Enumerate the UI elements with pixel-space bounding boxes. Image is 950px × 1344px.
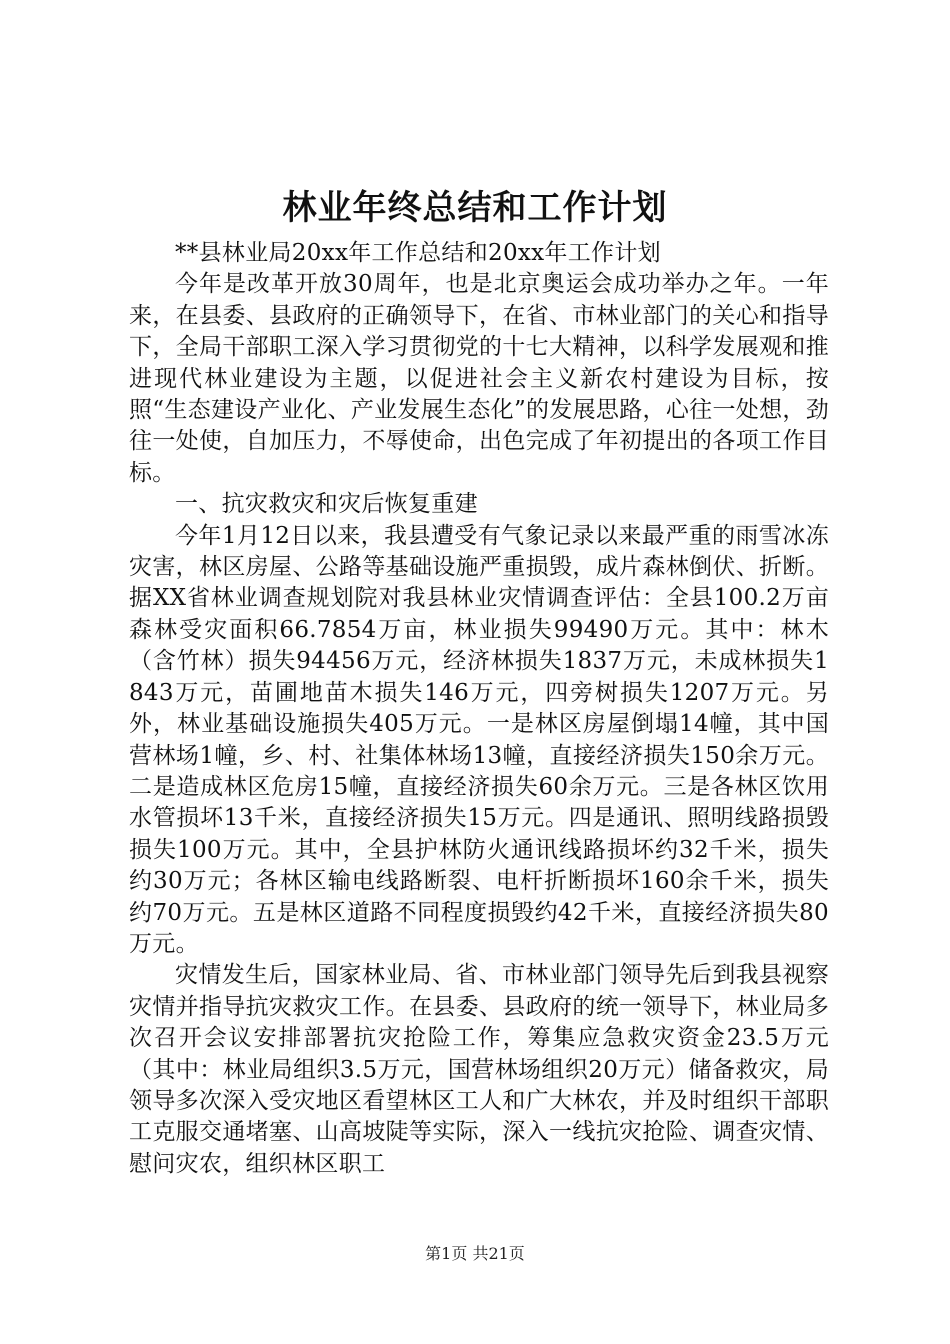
disaster-loss-paragraph: 今年1月12日以来，我县遭受有气象记录以来最严重的雨雪冰冻灾害，林区房屋、公路等基础设施严重损毁，成片森林倒伏、折断。据XX省林业调查规划院对我县林业灾情调查评估：全县100.2万亩森林受灾面积66.7854万亩，林业损失99490万元。其中：林木（含竹林）损失94456万元，经济林损失1837万元，未成林损失1843万元，苗圃地苗木损失146万元，四旁树损失1207万元。另外，林业基础设施损失405万元。一是林区房屋倒塌14幢，其中国营林场1幢，乡、村、社集体林场13幢，直接经济损失150余万元。二是造成林区危房15幢，直接经济损失60余万元。三是各林区饮用水管损坏13千米，直接经济损失15万元。四是通讯、照明线路损毁损失100万元。其中，全县护林防火通讯线路损坏约32千米，损失约30万元；各林区输电线路断裂、电杆折断损坏160余千米，损失约70万元。五是林区道路不同程度损毁约42千米，直接经济损失80万元。 <box>129 522 829 957</box>
document-title: 林业年终总结和工作计划 <box>282 188 668 228</box>
page-footer: 第1页 共21页 <box>425 1244 525 1263</box>
relief-work-paragraph: 灾情发生后，国家林业局、省、市林业部门领导先后到我县视察灾情并指导抗灾救灾工作。在县委、县政府的统一领导下，林业局多次召开会议安排部署抗灾抢险工作，筹集应急救灾资金23.5万元（其中：林业局组织3.5万元，国营林场组织20万元）储备救灾，局领导多次深入受灾地区看望林区工人和广大林农，并及时组织干部职工克服交通堵塞、山高坡陡等实际，深入一线抗灾抢险、调查灾情、慰问灾农，组织林区职工 <box>129 962 829 1177</box>
document-body <box>129 238 829 1180</box>
report-subtitle: **县林业局20xx年工作总结和20xx年工作计划 <box>175 240 661 266</box>
intro-paragraph: 今年是改革开放30周年，也是北京奥运会成功举办之年。一年来，在县委、县政府的正确领导下，在省、市林业部门的关心和指导下，全局干部职工深入学习贯彻党的十七大精神，以科学发展观和推进现代林业建设为主题，以促进社会主义新农村建设为目标，按照“生态建设产业化、产业发展生态化”的发展思路，心往一处想，劲往一处使，自加压力，不辱使命，出色完成了年初提出的各项工作目标。 <box>129 271 829 486</box>
section-heading-1: 一、抗灾救灾和灾后恢复重建 <box>175 491 478 518</box>
